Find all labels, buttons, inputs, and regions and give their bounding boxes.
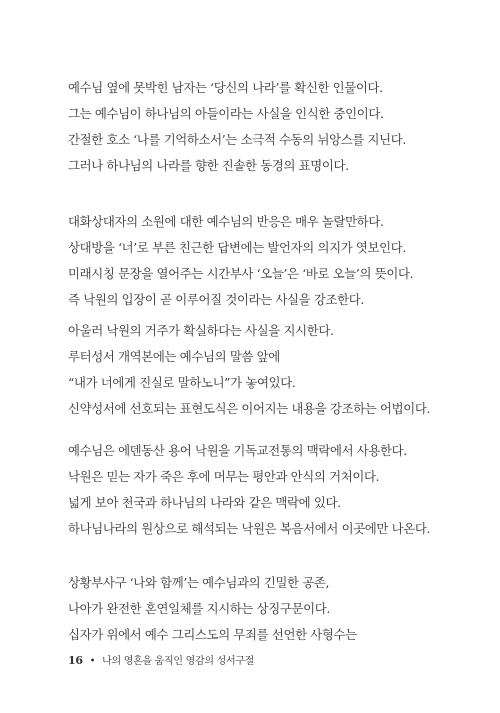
text-line: “내가 너에게 진실로 말하노니”가 놓여있다. (68, 375, 296, 390)
text-line: 예수님은 에덴동산 용어 낙원을 기독교전통의 맥락에서 사용한다. (68, 443, 407, 458)
text-line: 예수님 옆에 못박힌 남자는 ‘당신의 나라’를 확신한 인물이다. (68, 80, 383, 95)
text-line: 그는 예수님이 하나님의 아들이라는 사실을 인식한 중인이다. (68, 106, 384, 121)
paragraph-3 (68, 318, 468, 422)
text-line: 낙원은 믿는 자가 죽은 후에 머무는 평안과 안식의 거처이다. (68, 469, 380, 484)
text-line: 미래시칭 문장을 열어주는 시간부사 ‘오늘’은 ‘바로 오늘’의 뜻이다. (68, 266, 414, 281)
footer-separator: • (89, 656, 96, 667)
text-line: 그러나 하나님의 나라를 향한 진솔한 동경의 표명이다. (68, 158, 349, 173)
text-line: 루터성서 개역본에는 예수님의 말씀 앞에 (68, 349, 280, 364)
book-title: 나의 영혼을 움직인 영감의 성서구절 (102, 656, 255, 667)
page-number: 16 (68, 654, 83, 667)
paragraph-5 (68, 570, 468, 648)
paragraph-1 (68, 75, 468, 179)
text-line: 상황부사구 ‘나와 함께’는 예수님과의 긴밀한 공존, (68, 575, 330, 590)
text-line: 즉 낙원의 입장이 곧 이루어질 것이라는 사실을 강조한다. (68, 292, 364, 307)
text-line: 대화상대자의 소원에 대한 예수님의 반응은 매우 놀랄만하다. (68, 214, 384, 229)
paragraph-2 (68, 209, 468, 313)
text-line: 나아가 완전한 혼연일체를 지시하는 상징구문이다. (68, 601, 330, 616)
paragraph-4 (68, 438, 468, 542)
text-line: 십자가 위에서 예수 그리스도의 무죄를 선언한 사형수는 (68, 627, 357, 642)
text-line: 아울러 낙원의 거주가 확실하다는 사실을 지시한다. (68, 323, 334, 338)
text-line: 신약성서에 선호되는 표현도식은 이어지는 내용을 강조하는 어법이다. (68, 401, 431, 416)
text-line: 넓게 보아 천국과 하나님의 나라와 같은 맥락에 있다. (68, 495, 341, 510)
page-footer (68, 652, 254, 667)
text-line: 간절한 호소 ‘나를 기억하소서’는 소극적 수동의 뉘앙스를 지닌다. (68, 132, 406, 147)
text-line: 상대방을 ‘너’로 부른 친근한 답변에는 발언자의 의지가 엿보인다. (68, 240, 406, 255)
text-line: 하나님나라의 원상으로 해석되는 낙원은 복음서에서 이곳에만 나온다. (68, 521, 431, 536)
